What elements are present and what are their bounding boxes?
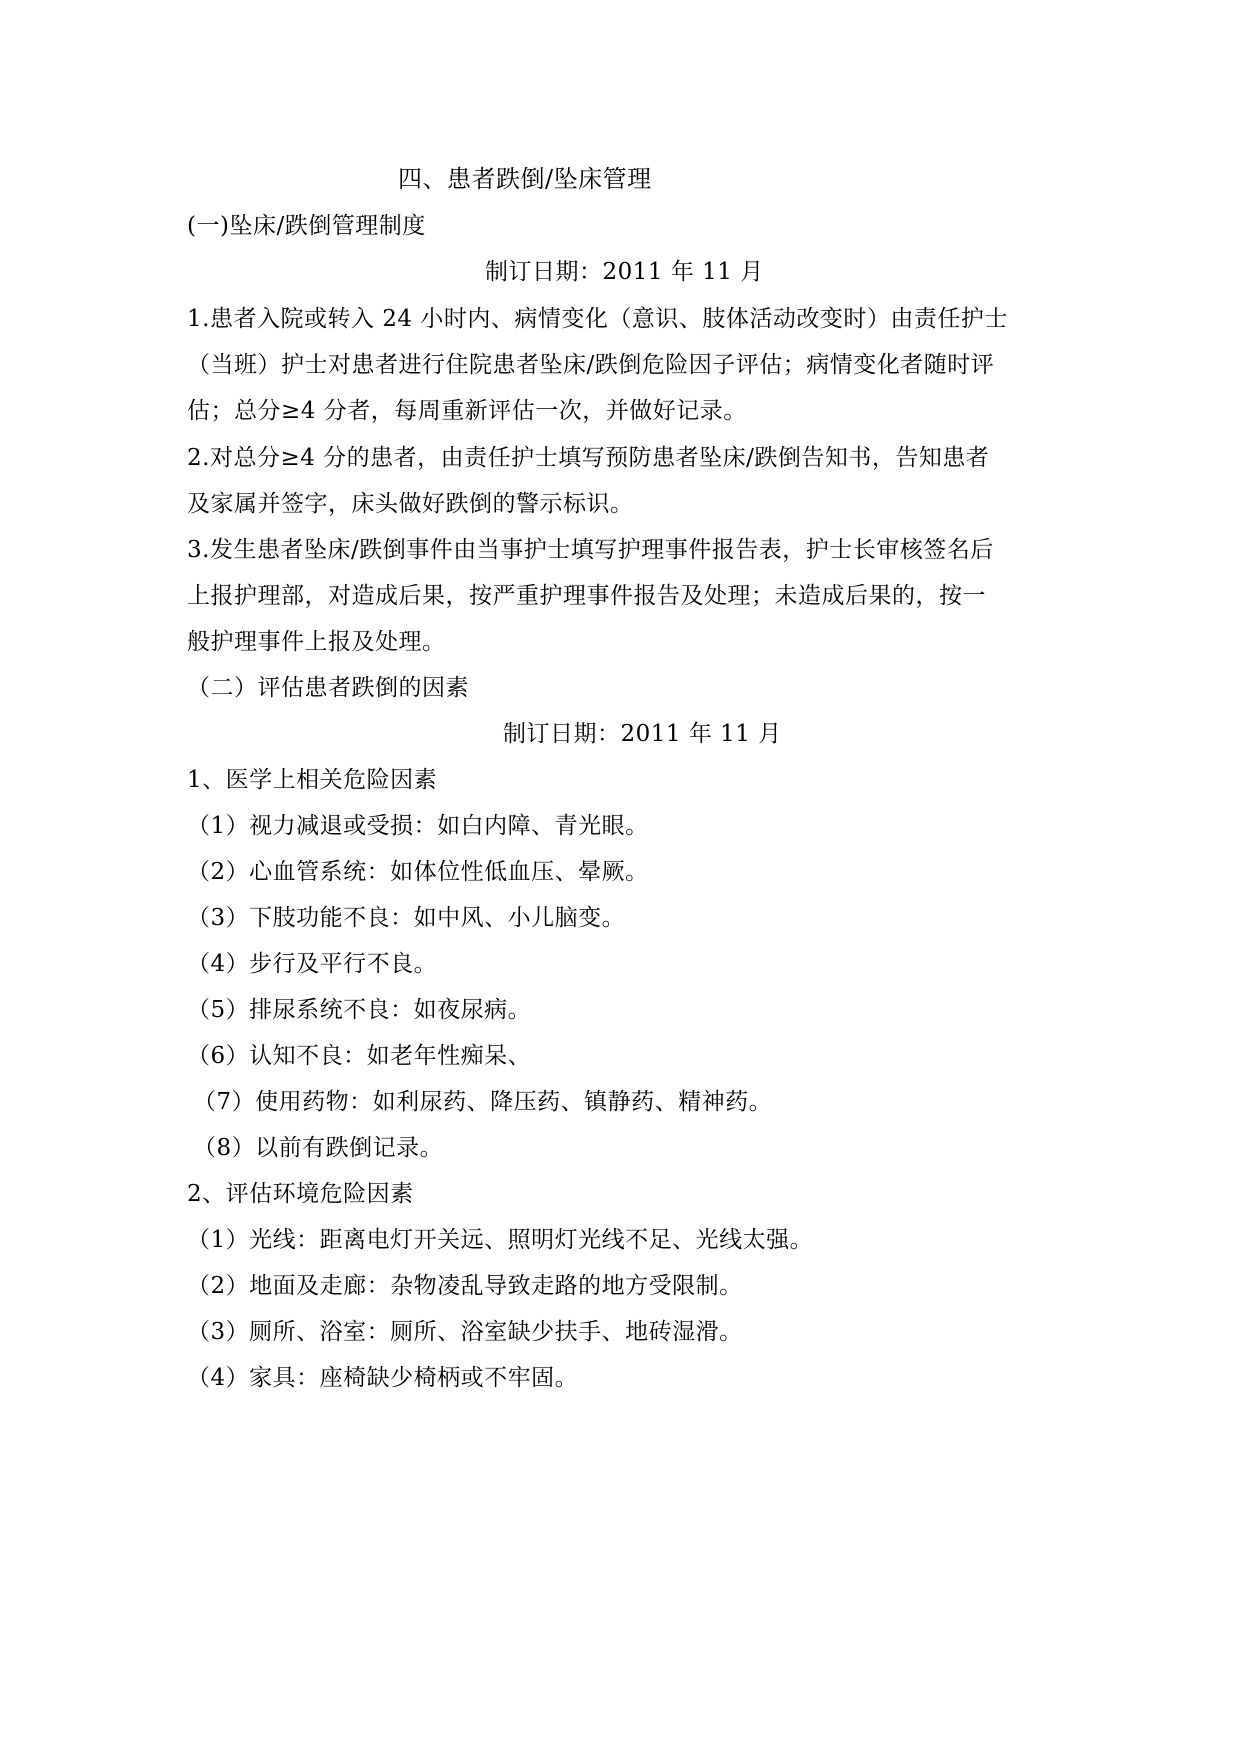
list-item: （5）排尿系统不良：如夜尿病。 bbox=[187, 997, 532, 1023]
list-item: （3）下肢功能不良：如中风、小儿脑变。 bbox=[187, 905, 626, 931]
paragraph-line: （当班）护士对患者进行住院患者坠床/跌倒危险因子评估；病情变化者随时评 bbox=[187, 352, 995, 378]
paragraph-line: 上报护理部，对造成后果，按严重护理事件报告及处理；未造成后果的，按一 bbox=[187, 583, 986, 609]
paragraph-line: 1.患者入院或转入 24 小时内、病情变化（意识、肢体活动改变时）由责任护士 bbox=[187, 306, 1008, 332]
list-item: （3）厕所、浴室：厕所、浴室缺少扶手、地砖湿滑。 bbox=[187, 1319, 743, 1345]
revision-date: 制订日期：2011 年 11 月 bbox=[485, 259, 764, 285]
list-item: （1）光线：距离电灯开关远、照明灯光线不足、光线太强。 bbox=[187, 1227, 814, 1253]
subsection-heading-environment: 2、评估环境危险因素 bbox=[187, 1181, 414, 1207]
list-item: （6）认知不良：如老年性痴呆、 bbox=[187, 1043, 532, 1069]
subsection-heading-medical: 1、医学上相关危险因素 bbox=[187, 767, 438, 793]
list-item: （2）地面及走廊：杂物凌乱导致走路的地方受限制。 bbox=[187, 1273, 743, 1299]
list-item: （1）视力减退或受损：如白内障、青光眼。 bbox=[187, 813, 649, 839]
revision-date: 制订日期：2011 年 11 月 bbox=[503, 721, 782, 747]
paragraph-line: 估；总分≥4 分者，每周重新评估一次，并做好记录。 bbox=[187, 398, 747, 424]
list-item: （4）步行及平行不良。 bbox=[187, 951, 438, 977]
section-heading-assessment: （二）评估患者跌倒的因素 bbox=[187, 675, 469, 701]
document-title: 四、患者跌倒/坠床管理 bbox=[398, 165, 652, 193]
section-heading-policy: (一)坠床/跌倒管理制度 bbox=[187, 213, 426, 239]
list-item: （7）使用药物：如利尿药、降压药、镇静药、精神药。 bbox=[193, 1089, 773, 1115]
paragraph-line: 般护理事件上报及处理。 bbox=[187, 629, 446, 655]
paragraph-line: 及家属并签字，床头做好跌倒的警示标识。 bbox=[187, 491, 634, 517]
paragraph-line: 3.发生患者坠床/跌倒事件由当事护士填写护理事件报告表，护士长审核签名后 bbox=[187, 537, 994, 563]
list-item: （4）家具：座椅缺少椅柄或不牢固。 bbox=[187, 1365, 579, 1391]
list-item: （8）以前有跌倒记录。 bbox=[193, 1135, 444, 1161]
paragraph-line: 2.对总分≥4 分的患者，由责任护士填写预防患者坠床/跌倒告知书，告知患者 bbox=[187, 445, 990, 471]
list-item: （2）心血管系统：如体位性低血压、晕厥。 bbox=[187, 859, 649, 885]
